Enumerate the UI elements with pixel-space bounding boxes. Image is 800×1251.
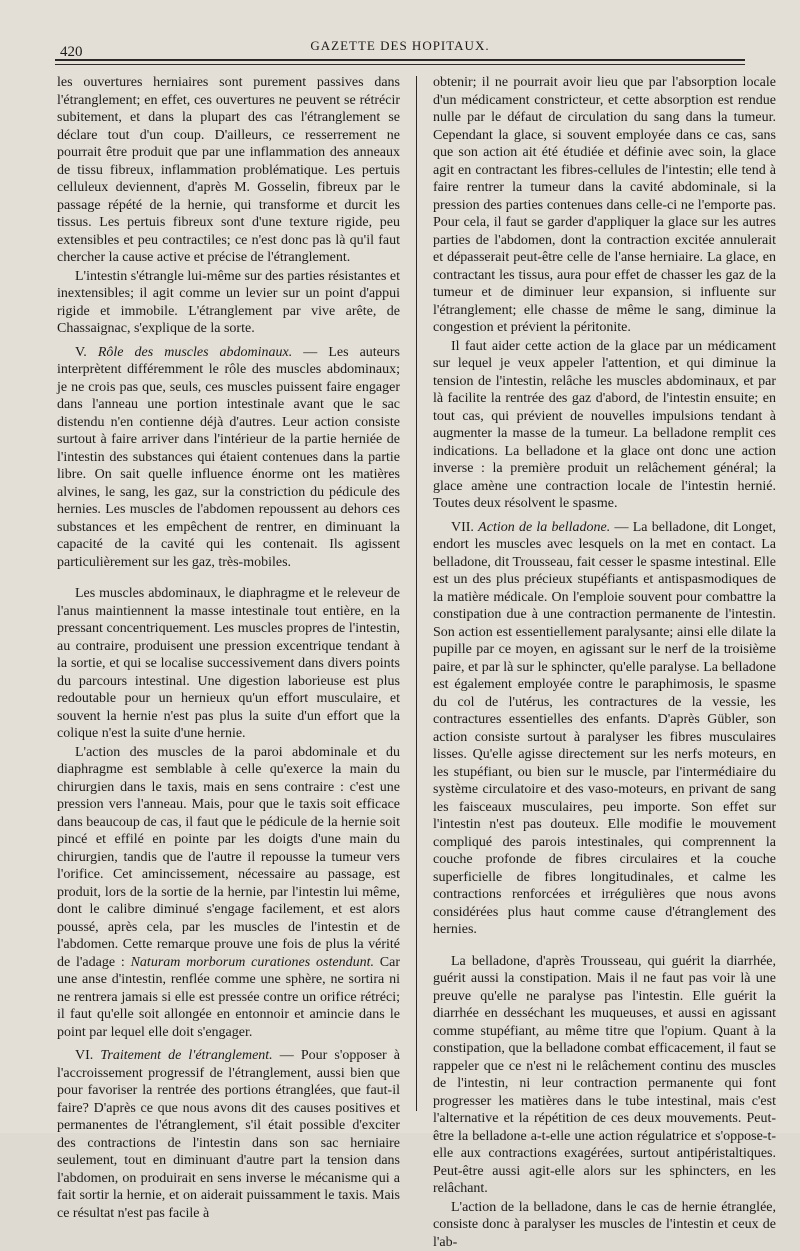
section-v (57, 344, 400, 572)
latin-adage: Naturam morborum curationes ostendunt. (131, 955, 374, 970)
section-number: VI. (75, 1048, 93, 1063)
section-number: V. (75, 345, 87, 360)
section-text: — La belladone, dit Longet, endort les muscles avec lesquels on la met en contact. La belladone, dit Trousseau, fait cesser le spasme intestinal. Elle est un des plus précieux stupéfiants et antispasmodiques de la matière médicale. On l'emploie souvent pour combattre la constipation due à une contraction permanente de l'intestin. Son action est essentiellement paralysante; ainsi elle dilate la pupille par ce moyen, en agissant sur le nerf de la troisième paire, et par là sur le sphincter, qu'elle paralyse. La belladone est également employée contre le paraphimosis, le spasme du col de l'utérus, les contractures de la vessie, les contractures essentielles des enfants. D'après Gübler, son action consiste surtout à paralyser les fibres musculaires lisses. Qu'elle agisse directement sur les nerfs moteurs, en les stupéfiant, ou bien sur le muscle, par l'intermédiaire du système circulatoire et des vaso-moteurs, en privant de sang les faisceaux musculaires, peu importe. Son effet sur l'intestin n'est pas douteux. Elle modifie le mouvement compliqué des parois intestinales, qui comprennent la couche profonde de fibres circulaires et la couche superficielle de fibres longitudinales, et calme les contractions renforcées et irrégulières que nous avons considérées plus haut comme cause d'étranglement des hernies. (433, 520, 776, 938)
section-number: VII. (451, 520, 474, 535)
section-title: Traitement de l'étranglement. (100, 1048, 272, 1063)
paragraph: L'intestin s'étrangle lui-même sur des parties résistantes et inextensibles; il agit comme un levier sur un point d'appui rigide et immobile. L'étranglement par vive arête, de Chassaignac, s'explique de la sorte. (57, 268, 400, 338)
header-rule-thin (55, 64, 745, 65)
right-column (433, 74, 776, 1111)
text-columns (57, 74, 776, 1111)
page-header (55, 28, 745, 68)
section-title: Action de la belladone. (478, 520, 610, 535)
header-rule (55, 59, 745, 61)
section-title: Rôle des muscles abdominaux. (98, 345, 292, 360)
paragraph: Il faut aider cette action de la glace par un médicament sur lequel je veux appeler l'attention, et qui diminue la tension de l'intestin, relâche les muscles abdominaux, et par là facilite la rentrée des gaz d'abord, de l'intestin ensuite; en tout cas, qui prévient de nouvelles impulsions tendant à augmenter la masse de la tumeur. La belladone remplit ces indications. La belladone et la glace ont donc une action inverse : la première produit un relâchement général; la glace amène une contraction locale de l'intestin hernié. Toutes deux résolvent le spasme. (433, 338, 776, 513)
paragraph: La belladone, d'après Trousseau, qui guérit la diarrhée, guérit aussi la constipation. Mais il ne faut pas voir là une preuve qu'elle ne paralyse pas l'intestin. Elle guérit la diarrhée en desséchant les muqueuses, et aussi en agissant comme stupéfiant, au même titre que l'opium. Quant à la constipation, que la belladone combat efficacement, il faut se rappeler que ce n'est ni le relâchement continu des muscles de l'intestin, ni leur contraction permanente qui font progresser les matières dans le tube intestinal, mais c'est l'alternative et la répétition de ces deux mouvements. Peut-être la belladone a-t-elle une action régulatrice et s'oppose-t-elle aux contractions exagérées, surtout antipéristaltiques. Peut-être aussi agit-elle alors sur les sphincters, en les relâchant. (433, 953, 776, 1198)
page-number: 420 (60, 44, 83, 61)
journal-title: GAZETTE DES HOPITAUX. (55, 38, 745, 54)
paragraph: Les muscles abdominaux, le diaphragme et le releveur de l'anus maintiennent la masse intestinale tout entière, en la pressant concentriquement. Les muscles propres de l'intestin, au contraire, produisent une pression excentrique tendant à la sortie, et qui se localise successivement dans divers points du parcours intestinal. Une digestion laborieuse est plus redoutable pour un hernieux qu'un effort musculaire, et souvent la hernie n'est pas plus la suite d'un effort que la colique n'est la suite d'une hernie. (57, 585, 400, 743)
section-text: — Pour s'opposer à l'accroissement progressif de l'étranglement, aussi bien que pour favoriser la rentrée des portions étranglées, que faut-il faire? D'après ce que nous avons dit des causes positives et permanentes de l'étranglement, s'il était possible d'exciter des contractions de l'intestin dans son sac herniaire seulement, tout en diminuant d'autre part la tension dans l'abdomen, on produirait en sens inverse le mécanisme qui a fait sortir la hernie, et on aiderait puissamment le taxis. Mais ce résultat n'est pas facile à (57, 1048, 400, 1221)
paragraph (57, 744, 400, 1042)
column-divider (416, 76, 417, 1111)
section-text: — Les auteurs interprètent différemment le rôle des muscles abdominaux; je ne crois pas que, seuls, ces muscles puissent faire engager dans l'anneau une portion intestinale avant que le sac distendu n'en contienne déjà d'autres. Leur action consiste surtout à faire arriver dans l'intérieur de la partie herniée de l'intestin des substances qui étaient contenues dans la partie libre. On sait quelle influence énorme ont les matières alvines, le sang, les gaz, sur la constriction du pédicule des hernies. Les muscles de l'abdomen repoussent au dehors ces substances et les empêchent de rentrer, en diminuant la capacité de la cavité qui les contenait. Ils agissent particulièrement sur les gaz, très-mobiles. (57, 345, 400, 570)
paragraph-text: Car une anse d'intestin, renflée comme une sphère, ne sortira ni ne rentrera jamais si elle est pressée contre un orifice rétréci; il faut qu'elle soit allongée en entonnoir et amincie dans le point par lequel elle doit s'engager. (57, 955, 400, 1040)
section-vii (433, 519, 776, 939)
left-column (57, 74, 400, 1111)
paragraph: L'action de la belladone, dans le cas de hernie étranglée, consiste donc à paralyser les muscles de l'intestin et ceux de l'ab- (433, 1199, 776, 1251)
section-vi (57, 1047, 400, 1222)
paragraph: obtenir; il ne pourrait avoir lieu que par l'absorption locale d'un médicament constricteur, et cette absorption est rendue nulle par le défaut de circulation du sang dans la tumeur. Cependant la glace, si souvent employée dans ce cas, sans que son action ait été étudiée et définie avec soin, la glace agit en contractant les fibres-cellules de l'intestin; elle tend à faire rentrer la tumeur dans la cavité abdominale, si la pression des parties contenues dans celle-ci ne l'emporte pas. Pour cela, il faut se garder d'appliquer la glace sur les autres parties de l'abdomen, dont la contraction excitée annulerait et dépasserait peut-être celle de l'anse herniaire. La glace, en contractant les tissus, aura pour effet de chasser les gaz de la tumeur et de diminuer leur expansion, si influente sur l'étranglement; elle chasse de même le sang, diminue la congestion et prévient la péritonite. (433, 74, 776, 337)
paragraph-text: L'action des muscles de la paroi abdominale et du diaphragme est semblable à celle qu'exerce la main du chirurgien dans le taxis, mais en sens contraire : c'est une pression vers l'anneau. Mais, pour que le taxis soit efficace dans beaucoup de cas, il faut que le pédicule de la hernie soit pincé et effilé en pointe par les doigts d'une main du chirurgien, tandis que de l'autre il repousse la tumeur vers l'orifice. Cet amincissement, nécessaire au passage, est produit, lors de la sortie de la hernie, par l'intestin lui même, dont le calibre diminué s'engage facilement, et est alors poussé, après cela, par les muscles de l'intestin et de l'abdomen. Cette remarque prouve une fois de plus la vérité de l'adage : (57, 745, 400, 970)
paragraph: les ouvertures herniaires sont purement passives dans l'étranglement; en effet, ces ouvertures ne peuvent se rétrécir subitement, et dans la plupart des cas l'étranglement se déclare tout d'un coup. D'ailleurs, ce resserrement ne pourrait être produit que par une inflammation des anneaux de tissu fibreux, inflammation problématique. Les pertuis celluleux deviennent, d'après M. Gosselin, fibreux par le passage répété de la hernie, qui transforme et durcit les tissus. Les pertuis fibreux sont d'une texture rigide, peu extensibles et peu contractiles; ce n'est donc pas là qu'il faut chercher la cause active et précise de l'étranglement. (57, 74, 400, 267)
